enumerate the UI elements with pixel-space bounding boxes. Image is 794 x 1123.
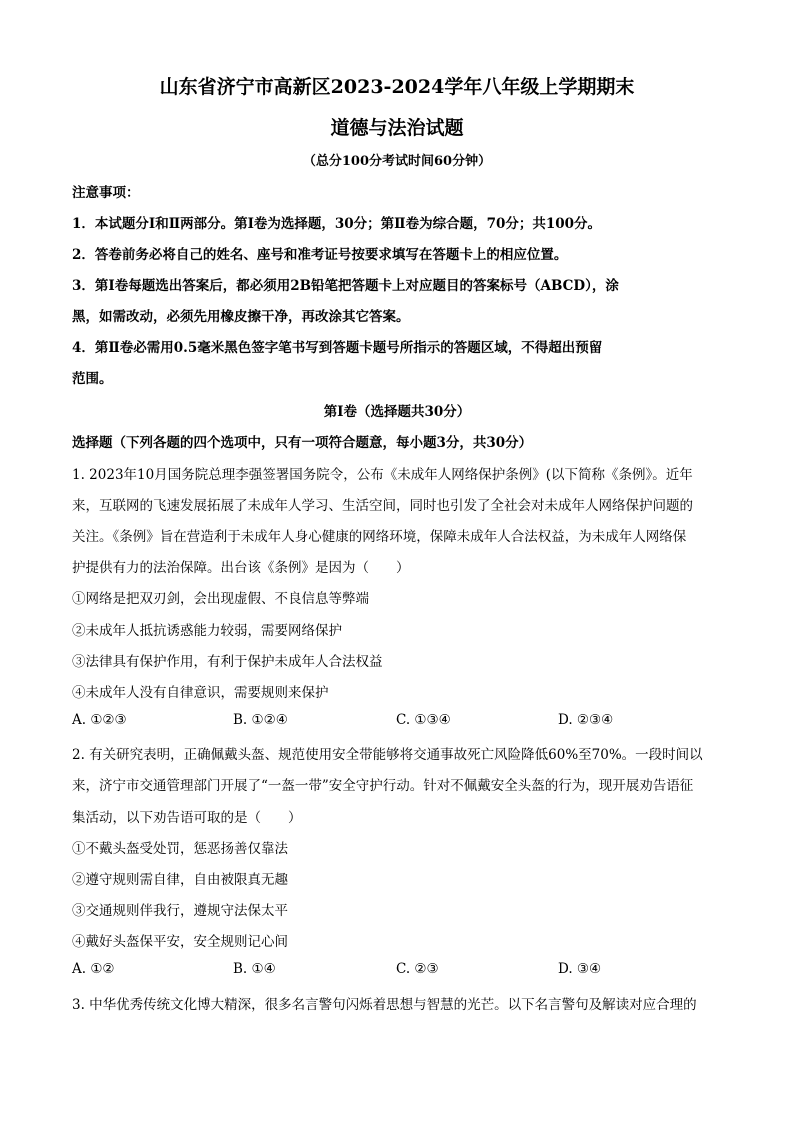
question-2-statement: ③交通规则伴我行，遵规守法保太平 xyxy=(72,903,288,919)
question-1-option-a: A. ①②③ xyxy=(72,712,127,728)
question-1-option-d: D. ②③④ xyxy=(558,712,614,728)
notice-item: 黑，如需改动，必须先用橡皮擦干净，再改涂其它答案。 xyxy=(72,309,410,325)
question-1-line: 1. 2023年10月国务院总理李强签署国务院令，公布《未成年人网络保护条例》(以下简称《条例》。近年 xyxy=(72,467,693,483)
question-1-line: 关注。《条例》旨在营造利于未成年人身心健康的网络环境，保障未成年人合法权益，为未成年人网络保 xyxy=(72,529,687,545)
notice-item: 范围。 xyxy=(72,371,113,387)
doc-subtitle: 道德与法治试题 xyxy=(330,117,464,139)
question-2-statement: ①不戴头盔受处罚，惩恶扬善仅靠法 xyxy=(72,841,288,857)
question-1-line: 来，互联网的飞速发展拓展了未成年人学习、生活空间，同时也引发了全社会对未成年人网络保护问题的 xyxy=(72,498,693,514)
question-2-option-d: D. ③④ xyxy=(558,961,602,977)
question-2-option-b: B. ①④ xyxy=(233,961,276,977)
question-2-statement: ④戴好头盔保平安，安全规则记心间 xyxy=(72,934,288,950)
time-note: （总分100分考试时间60分钟） xyxy=(302,154,492,169)
question-2-line: 集活动，以下劝告语可取的是（ ） xyxy=(72,810,302,826)
section-instruction: 选择题（下列各题的四个选项中，只有一项符合题意，每小题3分，共30分） xyxy=(72,435,533,451)
question-1-statement: ④未成年人没有自律意识，需要规则来保护 xyxy=(72,685,329,701)
question-3-line: 3. 中华优秀传统文化博大精深，很多名言警句闪烁着思想与智慧的光芒。以下名言警句及解读对应合理的 xyxy=(72,997,697,1013)
question-2-option-a: A. ①② xyxy=(72,961,115,977)
question-1-statement: ②未成年人抵抗诱惑能力较弱，需要网络保护 xyxy=(72,623,342,639)
question-2-line: 2. 有关研究表明，正确佩戴头盔、规范使用安全带能够将交通事故死亡风险降低60%至70%。一段时间以 xyxy=(72,747,703,763)
question-2-statement: ②遵守规则需自律，自由被限真无趣 xyxy=(72,872,288,888)
question-1-statement: ③法律具有保护作用，有利于保护未成年人合法权益 xyxy=(72,654,383,670)
notice-heading: 注意事项： xyxy=(72,185,140,201)
question-1-statement: ①网络是把双刃剑，会出现虚假、不良信息等弊端 xyxy=(72,591,369,607)
question-1-option-c: C. ①③④ xyxy=(396,712,451,728)
doc-title: 山东省济宁市高新区2023-2024学年八年级上学期期末 xyxy=(159,76,635,98)
question-1-line: 护提供有力的法治保障。出台该《条例》是因为（ ） xyxy=(72,560,410,576)
notice-item: 4．第Ⅱ卷必需用0.5毫米黑色签字笔书写到答题卡题号所指示的答题区域，不得超出预留 xyxy=(72,340,603,356)
question-1-option-b: B. ①②④ xyxy=(233,712,288,728)
notice-item: 1．本试题分Ⅰ和Ⅱ两部分。第Ⅰ卷为选择题，30分；第Ⅱ卷为综合题，70分；共100分。 xyxy=(72,216,602,232)
notice-item: 2．答卷前务必将自己的姓名、座号和准考证号按要求填写在答题卡上的相应位置。 xyxy=(72,247,568,263)
question-2-option-c: C. ②③ xyxy=(396,961,439,977)
question-2-line: 来，济宁市交通管理部门开展了“一盔一带”安全守护行动。针对不佩戴安全头盔的行为，现开展劝告语征 xyxy=(72,778,694,794)
section-title: 第Ⅰ卷（选择题共30分） xyxy=(323,404,471,420)
notice-item: 3．第Ⅰ卷每题选出答案后，都必须用2B铅笔把答题卡上对应题目的答案标号（ABCD），涂 xyxy=(72,278,619,294)
